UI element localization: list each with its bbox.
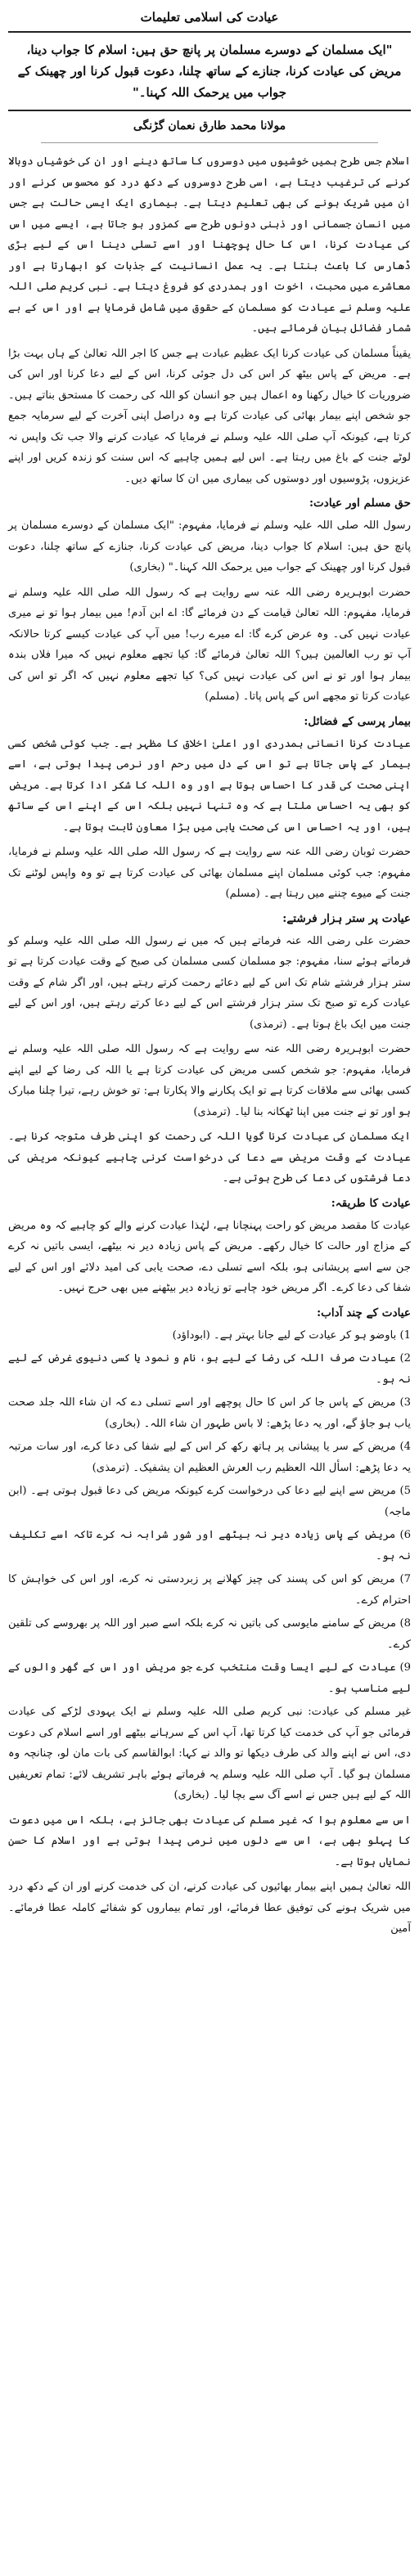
intro-paragraph: اسلام جس طرح ہمیں خوشیوں میں دوسروں کا ساتھ دینے اور ان کی خوشیاں دوبالا کرنے کی ترغیب دیتا ہے، اسی طرح دوسروں کے دکھ درد کو محسوس کرنے اور ان میں شریک ہونے کی بھی تعلیم دیتا ہے۔ بیماری ایک ایسی حالت ہے جس میں انسان جسمانی اور ذہنی دونوں طرح سے کمزور ہو جاتا ہے، ایسے میں اس کی عیادت کرنا، اس کا حال پوچھنا اور اسے تسلی دینا اس کے لیے بڑی ڈھارس کا باعث بنتا ہے۔ یہ عمل انسانیت کے جذبات کو ابھارتا ہے اور معاشرے میں محبت، اخوت اور ہمدردی کو فروغ دیتا ہے۔ نبی کریم صلی اللہ علیہ وسلم نے عیادت کو مسلمان کے حقوق میں شامل فرمایا ہے اور اس کے بے شمار فضائل بیان فرمائے ہیں۔	[8, 155, 411, 335]
etiquette-item: 8) مریض کے سامنے مایوسی کی باتیں نہ کرے بلکہ اسے صبر اور اللہ پر بھروسے کی تلقین کرے۔	[8, 1617, 411, 1651]
article-author: مولانا محمد طارق نعمان گڑنگی	[133, 119, 286, 133]
section-paragraph: عیادت کرنا انسانی ہمدردی اور اعلیٰ اخلاق کا مظہر ہے۔ جب کوئی شخص کسی بیمار کے پاس جاتا ہے تو اس کے دل میں رحم اور نرمی پیدا ہوتی ہے، اسے اپنی صحت کی قدر کا احساس ہوتا ہے اور وہ اللہ کا شکر ادا کرتا ہے۔ مریض کو بھی یہ احساس ملتا ہے کہ وہ تنہا نہیں بلکہ اس کے اپنے اس کے ساتھ ہیں، اور یہ احساس اس کی صحت یابی میں بڑا معاون ثابت ہوتا ہے۔	[8, 737, 411, 834]
divider	[41, 142, 378, 143]
section-paragraph: حضرت علی رضی اللہ عنہ فرماتے ہیں کہ میں نے رسول اللہ صلی اللہ علیہ وسلم کو فرماتے ہوئے سنا، مفہوم: جو مسلمان کسی مسلمان کی صبح کے وقت عیادت کرتا ہے تو ستر ہزار فرشتے شام تک اس کے لیے دعائے رحمت کرتے رہتے ہیں، اور اگر شام کے وقت عیادت کرے تو صبح تک ستر ہزار فرشتے اس کے لیے دعا کرتے رہتے ہیں، اور اس کے لیے جنت میں ایک باغ ہوتا ہے۔ (ترمذی)	[8, 934, 411, 1031]
article-title: عیادت کی اسلامی تعلیمات	[140, 10, 279, 25]
etiquette-item: 3) مریض کے پاس جا کر اس کا حال پوچھے اور اسے تسلی دے کہ ان شاء اللہ جلد صحت یاب ہو جاؤ گے، اور یہ دعا پڑھے: لا باس طہور ان شاء اللہ۔ (بخاری)	[8, 1396, 411, 1430]
etiquette-item: 9) عیادت کے لیے ایسا وقت منتخب کرے جو مریض اور اس کے گھر والوں کے لیے مناسب ہو۔	[8, 1661, 411, 1695]
section-paragraph: حضرت ثوبان رضی اللہ عنہ سے روایت ہے کہ رسول اللہ صلی اللہ علیہ وسلم نے فرمایا، مفہوم: جب کوئی مسلمان اپنے مسلمان بھائی کی عیادت کرتا ہے تو وہ واپس لوٹنے تک جنت کے میوے چننے میں رہتا ہے۔ (مسلم)	[8, 846, 411, 900]
etiquette-item: 6) مریض کے پاس زیادہ دیر نہ بیٹھے اور شور شرابہ نہ کرے تاکہ اسے تکلیف نہ ہو۔	[8, 1529, 411, 1562]
closing-paragraph: اس سے معلوم ہوا کہ غیر مسلم کی عیادت بھی جائز ہے، بلکہ اس میں دعوت کا پہلو بھی ہے، اس سے دلوں میں نرمی پیدا ہوتی ہے اور اسلام کا حسن نمایاں ہوتا ہے۔	[8, 1814, 411, 1868]
intro-paragraph: یقیناً مسلمان کی عیادت کرنا ایک عظیم عبادت ہے جس کا اجر اللہ تعالیٰ کے ہاں بہت بڑا ہے۔ مریض کے پاس بیٹھ کر اس کی دل جوئی کرنا، اس کے لیے دعا کرنا اور اس کی ضروریات کا خیال رکھنا وہ اعمال ہیں جو انسان کو اللہ کی رحمت کا مستحق بناتے ہیں۔ جو شخص اپنے بیمار بھائی کی عیادت کرتا ہے وہ دراصل اپنی آخرت کے لیے سرمایہ جمع کرتا ہے، کیونکہ آپ صلی اللہ علیہ وسلم نے فرمایا کہ عیادت کرنے والا جب تک واپس نہ لوٹے جنت کے باغ میں رہتا ہے۔ اس لیے ہمیں چاہیے کہ اس سنت کو زندہ کریں اور اپنے عزیزوں، پڑوسیوں اور دوستوں کی بیماری میں ان کا ساتھ دیں۔	[8, 347, 411, 485]
section-heading: عیادت کا طریقہ:	[331, 1196, 411, 1210]
closing-paragraph: اللہ تعالیٰ ہمیں اپنے بیمار بھائیوں کی عیادت کرنے، ان کی خدمت کرنے اور ان کے دکھ درد میں شریک ہونے کی توفیق عطا فرمائے، اور تمام بیماروں کو شفائے کاملہ عطا فرمائے۔ آمین	[8, 1881, 411, 1935]
section-paragraph: ایک مسلمان کی عیادت کرنا گویا اللہ کی رحمت کو اپنی طرف متوجہ کرنا ہے۔ عیادت کے وقت مریض سے دعا کی درخواست کرنی چاہیے کیونکہ مریض کی دعا فرشتوں کی دعا کی طرح ہوتی ہے۔	[8, 1131, 411, 1185]
pull-quote: "ایک مسلمان کے دوسرے مسلمان پر پانچ حق ہیں: اسلام کا جواب دینا، مریض کی عیادت کرنا، جنازے کے ساتھ چلنا، دعوت قبول کرنا اور چھینک کے جواب میں یرحمک اللہ کہنا۔"	[8, 31, 411, 111]
etiquette-item: 5) مریض سے اپنے لیے دعا کی درخواست کرے کیونکہ مریض کی دعا قبول ہوتی ہے۔ (ابن ماجہ)	[8, 1485, 411, 1518]
section-paragraph: عیادت کا مقصد مریض کو راحت پہنچانا ہے، لہٰذا عیادت کرنے والے کو چاہیے کہ وہ مریض کے مزاج اور حالت کا خیال رکھے۔ مریض کے پاس زیادہ دیر نہ بیٹھے، ایسی باتیں نہ کرے جن سے اسے پریشانی ہو، بلکہ اسے تسلی دے، صحت یابی کی امید دلائے اور اس کے لیے شفا کی دعا کرے۔ اگر مریض خود چاہے تو زیادہ دیر بیٹھنے میں بھی حرج نہیں۔	[8, 1219, 411, 1294]
section-paragraph: حضرت ابوہریرہ رضی اللہ عنہ سے روایت ہے کہ رسول اللہ صلی اللہ علیہ وسلم نے فرمایا، مفہوم: جو شخص کسی مریض کی عیادت کرتا ہے یا اللہ کی رضا کے لیے اپنے کسی بھائی سے ملاقات کرتا ہے تو ایک پکارنے والا پکارتا ہے: تو خوش رہے، تیرا چلنا مبارک ہو اور تو نے جنت میں اپنا ٹھکانہ بنا لیا۔ (ترمذی)	[8, 1043, 411, 1118]
etiquette-item: 2) عیادت صرف اللہ کی رضا کے لیے ہو، نام و نمود یا کسی دنیوی غرض کے لیے نہ ہو۔	[8, 1352, 411, 1386]
etiquette-item: 1) باوضو ہو کر عیادت کے لیے جانا بہتر ہے۔ (ابوداؤد)	[172, 1328, 411, 1342]
closing-paragraph: غیر مسلم کی عیادت: نبی کریم صلی اللہ علیہ وسلم نے ایک یہودی لڑکے کی عیادت فرمائی جو آپ کی خدمت کیا کرتا تھا، آپ اس کے سرہانے بیٹھے اور اسے اسلام کی دعوت دی، اس نے اپنے والد کی طرف دیکھا تو والد نے کہا: ابوالقاسم کی بات مان لو، چنانچہ وہ مسلمان ہو گیا۔ آپ صلی اللہ علیہ وسلم یہ فرماتے ہوئے باہر تشریف لائے: تمام تعریفیں اللہ کے لیے ہیں جس نے اسے آگ سے بچا لیا۔ (بخاری)	[8, 1706, 411, 1801]
section-heading: حق مسلم اور عیادت:	[309, 497, 411, 510]
etiquette-heading: عیادت کے چند آداب:	[317, 1306, 411, 1319]
section-paragraph: حضرت ابوہریرہ رضی اللہ عنہ سے روایت ہے کہ رسول اللہ صلی اللہ علیہ وسلم نے فرمایا، مفہوم: اللہ تعالیٰ قیامت کے دن فرمائے گا: اے ابن آدم! میں بیمار ہوا تو نے میری عیادت نہیں کی۔ وہ عرض کرے گا: اے میرے رب! میں آپ کی عیادت کیسے کرتا حالانکہ آپ تو رب العالمین ہیں؟ اللہ تعالیٰ فرمائے گا: کیا تجھے معلوم نہیں کہ میرا فلاں بندہ بیمار ہوا اور تو نے اس کی عیادت نہیں کی؟ کیا تجھے معلوم نہیں کہ اگر تو اس کی عیادت کرتا تو مجھے اس کے پاس پاتا۔ (مسلم)	[8, 586, 411, 703]
section-paragraph: رسول اللہ صلی اللہ علیہ وسلم نے فرمایا، مفہوم: "ایک مسلمان کے دوسرے مسلمان پر پانچ حق ہیں: اسلام کا جواب دینا، مریض کی عیادت کرنا، جنازے کے ساتھ چلنا، دعوت قبول کرنا اور چھینک کے جواب میں یرحمک اللہ کہنا۔" (بخاری)	[8, 519, 411, 573]
section-heading: عیادت پر ستر ہزار فرشتے:	[282, 911, 411, 925]
etiquette-item: 4) مریض کے سر یا پیشانی پر ہاتھ رکھ کر اس کے لیے شفا کی دعا کرے، اور سات مرتبہ یہ دعا پڑھے: اسأل اللہ العظیم رب العرش العظیم ان یشفیک۔ (ترمذی)	[8, 1441, 411, 1474]
etiquette-item: 7) مریض کو اس کی پسند کی چیز کھلانے پر زبردستی نہ کرے، اور اس کی خواہش کا احترام کرے۔	[8, 1573, 411, 1607]
section-heading: بیمار پرسی کے فضائل:	[304, 714, 411, 728]
